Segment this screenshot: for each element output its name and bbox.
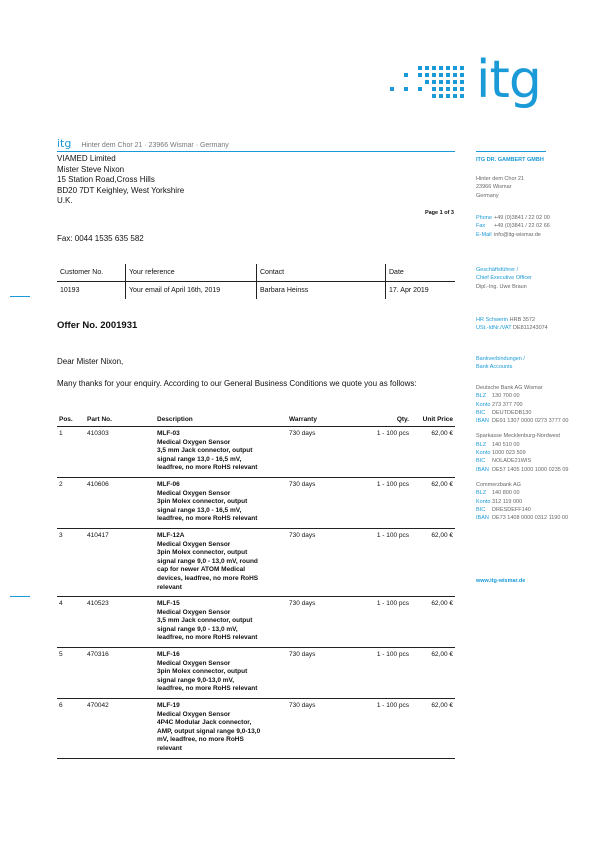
reference-table xyxy=(57,264,455,299)
bank-field xyxy=(476,498,568,506)
item-qty: 1 - 100 pcs xyxy=(349,699,411,759)
bank-field-label: IBAN xyxy=(476,418,489,425)
item-description-line: signal range 9,0 - 13,0 mV, xyxy=(157,625,238,633)
item-unit-price: 62,00 € xyxy=(411,528,455,596)
reference-header-row xyxy=(57,264,455,282)
item-description xyxy=(155,528,287,596)
item-description-line: Medical Oxygen Sensor xyxy=(157,540,231,548)
item-description-line: Medical Oxygen Sensor xyxy=(157,438,231,446)
item-description-line: devices, leadfree, no more RoHS xyxy=(157,574,259,582)
sidebar-company xyxy=(476,156,544,164)
contact-phone xyxy=(476,214,550,222)
bank-field-label: BLZ xyxy=(476,490,487,497)
item-row xyxy=(57,427,455,478)
sender-rule xyxy=(57,151,455,152)
item-description xyxy=(155,648,287,699)
item-unit-price: 62,00 € xyxy=(411,427,455,478)
register-line xyxy=(476,316,548,324)
bank-field-label: Konto xyxy=(476,450,491,457)
bank-field-value: 140 510 00 xyxy=(492,441,520,448)
logo-dot xyxy=(439,87,443,91)
item-description-line: MLF-19 xyxy=(157,702,180,710)
item-description-line: 3pin Molex connector, output xyxy=(157,549,248,557)
sidebar-address-line: Germany xyxy=(476,192,499,199)
item-description xyxy=(155,699,287,759)
fax-value: +49 (0)3841 / 22 02 66 xyxy=(494,223,550,230)
item-description-line: Medical Oxygen Sensor xyxy=(157,489,231,497)
item-description-line: leadfree, no more RoHS relevant xyxy=(157,515,258,523)
bank-field-value: DE91 1307 0000 0273 3777 00 xyxy=(492,418,569,425)
header-customer-no: Customer No. xyxy=(57,264,126,282)
item-qty: 1 - 100 pcs xyxy=(349,648,411,699)
sidebar-banks xyxy=(476,384,568,529)
item-description-line: mV, leadfree, no more RoHS xyxy=(157,736,244,744)
fold-mark xyxy=(10,596,30,597)
item-description-line: Medical Oxygen Sensor xyxy=(157,710,231,718)
recipient-line: VIAMED Limited xyxy=(57,154,116,163)
bank-field-label: BIC xyxy=(476,506,486,513)
bank-field-label: BLZ xyxy=(476,393,487,400)
bank-field-label: BIC xyxy=(476,409,486,416)
bank-block xyxy=(476,384,568,425)
item-row xyxy=(57,477,455,528)
banks-heading: Bankverbindungen / xyxy=(476,356,525,362)
logo-dot xyxy=(446,87,450,91)
email-value[interactable]: info@itg-wismar.de xyxy=(494,231,541,238)
offer-title: Offer No. 2001931 xyxy=(57,320,138,331)
register-label: HR Schwerin xyxy=(476,317,509,323)
bank-name: Deutsche Bank AG Wismar xyxy=(476,385,543,391)
logo-dot xyxy=(439,80,443,84)
item-description-line: leadfree, no more RoHS relevant xyxy=(157,634,258,642)
vat-label: USt.-IdNr./VAT xyxy=(476,325,512,332)
bank-field-label: Konto xyxy=(476,401,491,408)
logo-dot xyxy=(432,73,436,77)
item-warranty: 730 days xyxy=(287,648,349,699)
item-unit-price: 62,00 € xyxy=(411,477,455,528)
item-part-no: 410303 xyxy=(85,427,155,478)
item-description xyxy=(155,477,287,528)
bank-field-value: DE73 1408 0000 0312 1190 00 xyxy=(492,515,569,522)
item-warranty: 730 days xyxy=(287,477,349,528)
item-description-line: cap for newer ATOM Medical xyxy=(157,566,246,574)
item-qty: 1 - 100 pcs xyxy=(349,528,411,596)
fax-number: Fax: 0044 1535 635 582 xyxy=(57,234,144,243)
bank-field xyxy=(476,417,568,425)
item-pos: 5 xyxy=(57,648,85,699)
your-reference: Your email of April 16th, 2019 xyxy=(126,282,257,300)
bank-field-value: 312 119 000 xyxy=(492,498,523,505)
md-name: Dipl.-Ing. Uwe Braun xyxy=(476,283,527,290)
fold-mark xyxy=(10,296,30,297)
banks-heading-en: Bank Accounts xyxy=(476,364,513,371)
logo-dot xyxy=(460,80,464,84)
item-pos: 2 xyxy=(57,477,85,528)
col-unit-price: Unit Price xyxy=(411,414,455,427)
logo-dot xyxy=(390,87,394,91)
logo-dot xyxy=(446,80,450,84)
sidebar-address-line: Hinter dem Chor 21 xyxy=(476,176,524,182)
contact-email[interactable] xyxy=(476,231,550,239)
contact-fax xyxy=(476,222,550,230)
recipient-line: Mister Steve Nixon xyxy=(57,164,125,174)
item-description-line: signal range 9,0-13,0 mV, xyxy=(157,676,235,684)
logo-dot xyxy=(432,94,436,98)
bank-field xyxy=(476,466,568,474)
item-row xyxy=(57,699,455,759)
item-row xyxy=(57,648,455,699)
col-description: Description xyxy=(155,414,287,427)
logo-dot xyxy=(439,66,443,70)
bank-field-value: DRESDEFF140 xyxy=(492,506,531,513)
item-part-no: 410417 xyxy=(85,528,155,596)
item-part-no: 470316 xyxy=(85,648,155,699)
customer-no: 10193 xyxy=(60,287,80,294)
bank-block xyxy=(476,432,568,473)
item-description-line: AMP, output signal range 9,0-13,0 xyxy=(157,727,261,735)
vat-line xyxy=(476,324,548,332)
offer-date: 17. Apr 2019 xyxy=(386,282,456,300)
bank-field xyxy=(476,489,568,497)
logo-dot xyxy=(453,66,457,70)
items-table xyxy=(57,414,455,759)
item-description-line: signal range 9,0 - 13,0 mV, round xyxy=(157,557,258,565)
sidebar-md xyxy=(476,266,532,291)
salutation: Dear Mister Nixon, xyxy=(57,357,124,366)
col-qty: Qty. xyxy=(349,414,411,427)
bank-field-label: IBAN xyxy=(476,515,489,522)
bank-field-value: 130 700 00 xyxy=(492,393,520,400)
bank-field-value: DE57 1405 1000 1000 0235 09 xyxy=(492,466,569,473)
logo-dot xyxy=(404,73,408,77)
logo-dots-graphic xyxy=(390,66,470,102)
sidebar-rule xyxy=(476,151,546,152)
bank-field xyxy=(476,449,568,457)
header-contact: Contact xyxy=(257,264,386,282)
recipient-line: U.K. xyxy=(57,196,73,205)
item-warranty: 730 days xyxy=(287,427,349,478)
item-description-line: MLF-16 xyxy=(157,651,180,659)
bank-field xyxy=(476,457,568,465)
item-row xyxy=(57,528,455,596)
bank-field xyxy=(476,409,568,417)
col-part-no: Part No. xyxy=(85,414,155,427)
item-qty: 1 - 100 pcs xyxy=(349,477,411,528)
item-description-line: leadfree, no more RoHS relevant xyxy=(157,685,258,693)
bank-field-value: DEUTDEDB130 xyxy=(492,409,532,416)
logo-dot xyxy=(439,94,443,98)
logo-dot xyxy=(439,73,443,77)
md-heading: Geschäftsführer / xyxy=(476,267,519,273)
item-qty: 1 - 100 pcs xyxy=(349,597,411,648)
recipient-line: BD20 7DT Keighley, West Yorkshire xyxy=(57,185,185,195)
item-description-line: MLF-15 xyxy=(157,600,180,608)
logo-dot xyxy=(446,73,450,77)
item-description-line: Medical Oxygen Sensor xyxy=(157,608,231,616)
bank-field-value: 1000 023 509 xyxy=(492,450,526,457)
contact-person: Barbara Heinss xyxy=(257,282,386,300)
phone-value: +49 (0)3841 / 22 02 00 xyxy=(494,215,550,221)
sidebar-banks-heading xyxy=(476,355,525,372)
md-heading-en: Chief Executive Officer xyxy=(476,275,532,282)
item-unit-price: 62,00 € xyxy=(411,597,455,648)
logo-dot xyxy=(404,87,408,91)
bank-field-value: 140 800 00 xyxy=(492,490,520,497)
logo-dot xyxy=(460,66,464,70)
bank-field xyxy=(476,441,568,449)
recipient-address xyxy=(57,154,184,207)
bank-field-label: IBAN xyxy=(476,466,489,473)
item-description-line: 3,5 mm Jack connector, output xyxy=(157,447,253,455)
sidebar-address xyxy=(476,175,524,200)
item-unit-price: 62,00 € xyxy=(411,648,455,699)
sidebar-web[interactable] xyxy=(476,577,525,585)
header-your-reference: Your reference xyxy=(126,264,257,282)
logo-dot xyxy=(460,94,464,98)
bank-field-value: 273 377 700 xyxy=(492,401,523,408)
logo-dot xyxy=(453,73,457,77)
sidebar-contact xyxy=(476,214,550,239)
header-date: Date xyxy=(386,264,456,282)
bank-field-label: BLZ xyxy=(476,441,487,448)
item-description xyxy=(155,597,287,648)
logo-dot xyxy=(425,73,429,77)
logo-dot xyxy=(418,66,422,70)
item-description-line: Medical Oxygen Sensor xyxy=(157,659,231,667)
vat-value: DE811243074 xyxy=(512,325,548,332)
item-description-line: signal range 13,0 - 16,5 mV, xyxy=(157,506,242,514)
item-pos: 1 xyxy=(57,427,85,478)
logo-dot xyxy=(460,87,464,91)
email-label: E-Mail xyxy=(476,231,492,238)
item-warranty: 730 days xyxy=(287,699,349,759)
phone-label: Phone xyxy=(476,215,492,221)
bank-field-label: BIC xyxy=(476,458,486,465)
register-value: HRB 3572 xyxy=(509,317,536,323)
item-pos: 6 xyxy=(57,699,85,759)
item-description-line: relevant xyxy=(157,583,182,591)
company-name: ITG DR. GAMBERT GMBH xyxy=(476,157,544,163)
logo-dot xyxy=(425,66,429,70)
logo-dot xyxy=(425,80,429,84)
logo-dot xyxy=(453,80,457,84)
item-row xyxy=(57,597,455,648)
item-warranty: 730 days xyxy=(287,528,349,596)
logo-dot xyxy=(418,87,422,91)
intro-text: Many thanks for your enquiry. According to our General Business Conditions we quote you as follows: xyxy=(57,379,417,388)
sender-logo: itg xyxy=(57,137,72,150)
bank-block xyxy=(476,481,568,522)
item-description-line: leadfree, no more RoHS relevant xyxy=(157,464,258,472)
logo-dot xyxy=(446,94,450,98)
sender-address: Hinter dem Chor 21 · 23966 Wismar · Germany xyxy=(81,142,229,149)
item-qty: 1 - 100 pcs xyxy=(349,427,411,478)
item-description-line: 3,5 mm Jack connector, output xyxy=(157,617,253,625)
item-pos: 3 xyxy=(57,528,85,596)
logo-dot xyxy=(453,87,457,91)
item-part-no: 410523 xyxy=(85,597,155,648)
item-part-no: 410606 xyxy=(85,477,155,528)
item-description-line: 3pin Molex connector, output xyxy=(157,498,248,506)
bank-field-label: Konto xyxy=(476,498,491,505)
logo-dot xyxy=(432,87,436,91)
bank-field xyxy=(476,506,568,514)
bank-name: Commerzbank AG xyxy=(476,481,521,488)
items-header-row xyxy=(57,414,455,427)
item-unit-price: 62,00 € xyxy=(411,699,455,759)
item-description xyxy=(155,427,287,478)
reference-value-row xyxy=(57,282,455,300)
item-description-line: MLF-12A xyxy=(157,531,185,539)
col-warranty: Warranty xyxy=(287,414,349,427)
item-part-no: 470042 xyxy=(85,699,155,759)
sender-line xyxy=(57,137,229,150)
fax-label: Fax xyxy=(476,223,486,230)
sidebar-address-line: 23966 Wismar xyxy=(476,184,512,191)
col-pos: Pos. xyxy=(57,414,85,427)
item-description-line: 3pin Molex connector, output xyxy=(157,668,248,676)
bank-field xyxy=(476,392,568,400)
logo-dot xyxy=(446,66,450,70)
sidebar-register xyxy=(476,316,548,333)
logo-dot xyxy=(432,80,436,84)
logo-dot xyxy=(418,73,422,77)
bank-field xyxy=(476,514,568,522)
website-link[interactable]: www.itg-wismar.de xyxy=(476,578,526,584)
page-number: Page 1 of 3 xyxy=(424,210,454,216)
bank-field xyxy=(476,401,568,409)
item-description-line: signal range 13,0 - 16,5 mV, xyxy=(157,455,242,463)
item-description-line: relevant xyxy=(157,745,182,752)
item-description-line: MLF-06 xyxy=(157,480,180,488)
item-pos: 4 xyxy=(57,597,85,648)
bank-field-value: NOLADE21WIS xyxy=(492,458,532,465)
logo-dot xyxy=(460,73,464,77)
logo-dot xyxy=(453,94,457,98)
item-description-line: 4P4C Modular Jack connector, xyxy=(157,719,252,727)
item-warranty: 730 days xyxy=(287,597,349,648)
recipient-line: 15 Station Road,Cross Hills xyxy=(57,175,155,184)
company-logo: itg xyxy=(476,50,541,110)
bank-name: Sparkasse Mecklenburg-Nordwest xyxy=(476,433,561,440)
item-description-line: MLF-03 xyxy=(157,430,180,437)
logo-dot xyxy=(432,66,436,70)
